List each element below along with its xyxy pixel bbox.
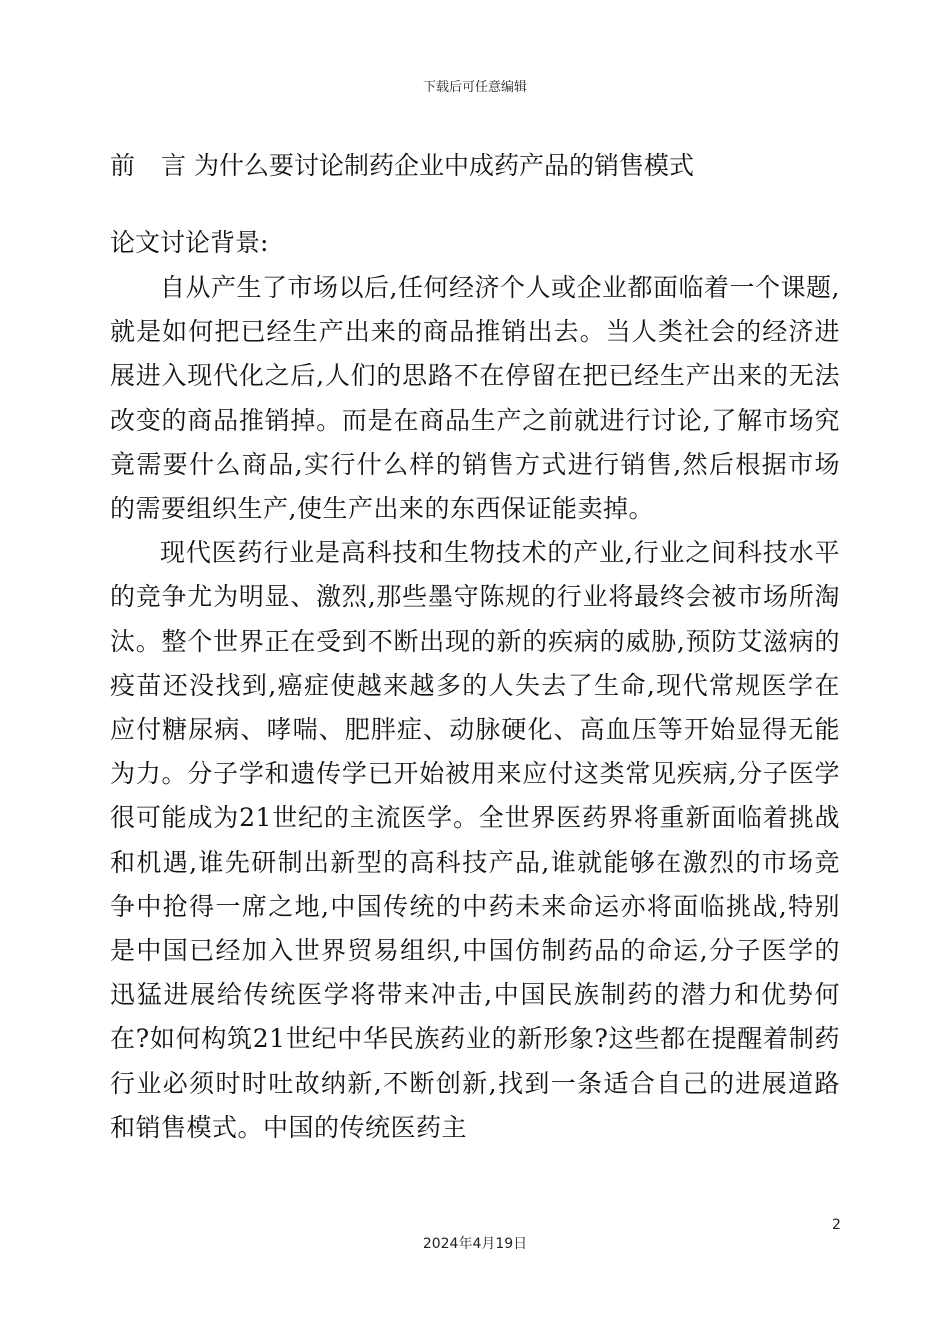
page-title <box>110 148 850 184</box>
page-footer-date: 2024年4月19日 <box>422 1236 528 1252</box>
title-part-2: 言 <box>161 151 187 180</box>
title-part-3: 为什么要讨论制药企业中成药产品的销售模式 <box>193 151 694 180</box>
page-number: 2 <box>832 1217 841 1233</box>
page-header: 下载后可任意编辑 <box>422 80 527 95</box>
paragraph: 现代医药行业是高科技和生物技术的产业,行业之间科技水平的竞争尤为明显、激烈,那些墨守陈规的行业将最终会被市场所淘汰。整个世界正在受到不断出现的新的疾病的威胁,预防艾滋病的疫苗还没找到,癌症使越来越多的人失去了生命,现代常规医学在应付糖尿病、哮喘、肥胖症、动脉硬化、高血压等开始显得无能为力。分子学和遗传学已开始被用来应付这类常见疾病,分子医学很可能成为21世纪的主流医学。全世界医药界将重新面临着挑战和机遇,谁先研制出新型的高科技产品,谁就能够在激烈的市场竞争中抢得一席之地,中国传统的中药未来命运亦将面临挑战,特别是中国已经加入世界贸易组织,中国仿制药品的命运,分子医学的迅猛进展给传统医学将带来冲击,中国民族制药的潜力和优势何在?如何构筑21世纪中华民族药业的新形象?这些都在提醒着制药行业必须时时吐故纳新,不断创新,找到一条适合自己的进展道路和销售模式。中国的传统医药主 <box>110 538 840 1142</box>
title-part-1: 前 <box>110 151 136 180</box>
body-text <box>110 266 840 1150</box>
section-heading: 论文讨论背景: <box>110 228 269 257</box>
paragraph: 自从产生了市场以后,任何经济个人或企业都面临着一个课题,就是如何把已经生产出来的商品推销出去。当人类社会的经济进展进入现代化之后,人们的思路不在停留在把已经生产出来的无法改变的商品推销掉。而是在商品生产之前就进行讨论,了解市场究竟需要什么商品,实行什么样的销售方式进行销售,然后根据市场的需要组织生产,使生产出来的东西保证能卖掉。 <box>110 273 840 524</box>
